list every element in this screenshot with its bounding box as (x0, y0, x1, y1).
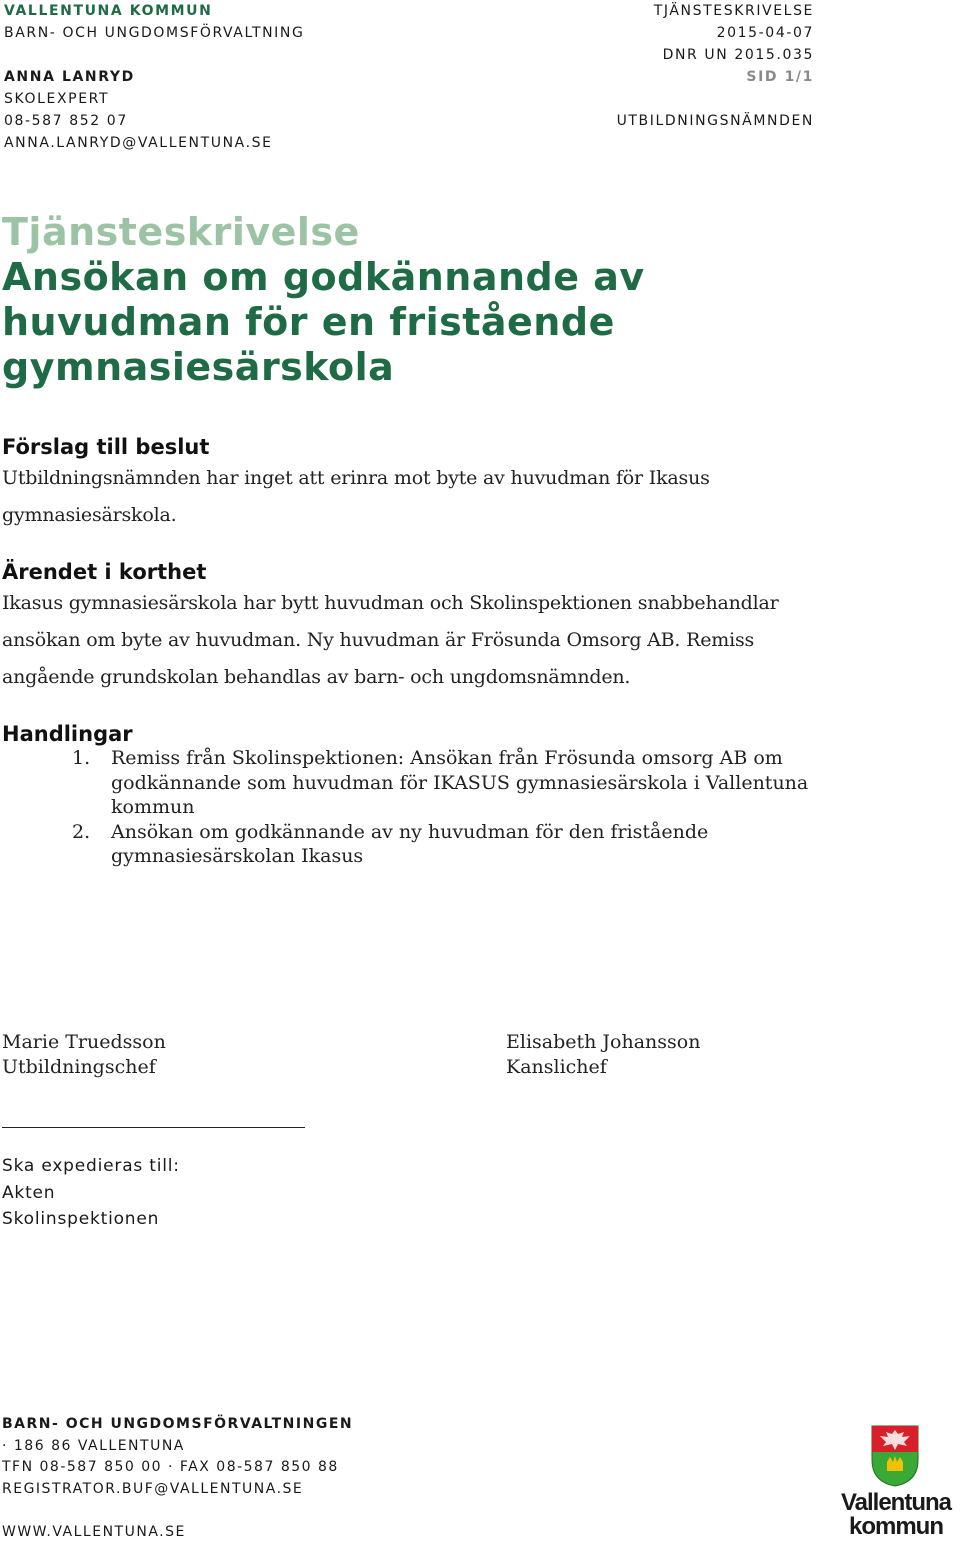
signature-right (506, 1030, 700, 1079)
list-number: 2. (72, 820, 90, 845)
header-right (414, 0, 814, 132)
distribution-item: Skolinspektionen (2, 1206, 180, 1233)
footer-web: WWW.VALLENTUNA.SE (2, 1522, 353, 1543)
text-line: Remiss från Skolinspektionen: Ansökan från Frösunda omsorg AB om (111, 746, 860, 771)
signatory-title: Utbildningschef (2, 1055, 166, 1080)
footer-email: REGISTRATOR.BUF@VALLENTUNA.SE (2, 1479, 353, 1501)
logo-line1: Vallentuna (841, 1489, 953, 1516)
footer (2, 1414, 353, 1543)
text-line: Ikasus gymnasiesärskola har bytt huvudman och Skolinspektionen snabbehandlar (2, 585, 802, 622)
department: BARN- OCH UNGDOMSFÖRVALTNING (4, 22, 424, 44)
proposal-text (2, 460, 802, 534)
author-name: ANNA LANRYD (4, 66, 424, 88)
vallentuna-logo (832, 1424, 960, 1539)
footer-org: BARN- OCH UNGDOMSFÖRVALTNINGEN (2, 1414, 353, 1436)
text-line: kommun (111, 795, 860, 820)
documents-heading: Handlingar (2, 721, 133, 747)
list-item (0, 746, 860, 820)
summary-text (2, 585, 802, 696)
text-line: godkännande som huvudman för IKASUS gymnasiesärskola i Vallentuna (111, 771, 860, 796)
divider (2, 1127, 305, 1128)
distribution-list (2, 1153, 180, 1233)
signature-left (2, 1030, 166, 1079)
signatory-title: Kanslichef (506, 1055, 700, 1080)
list-number: 1. (72, 746, 90, 771)
footer-phone-fax: TFN 08-587 850 00 · FAX 08-587 850 88 (2, 1457, 353, 1479)
author-title: SKOLEXPERT (4, 88, 424, 110)
documents-list (0, 746, 860, 869)
footer-address: · 186 86 VALLENTUNA (2, 1436, 353, 1458)
proposal-heading: Förslag till beslut (2, 434, 209, 460)
logo-line2: kommun (849, 1513, 943, 1539)
distribution-heading: Ska expedieras till: (2, 1153, 180, 1180)
title-line: huvudman för en fristående (2, 300, 902, 345)
distribution-item: Akten (2, 1180, 180, 1207)
text-line: gymnasiesärskolan Ikasus (111, 844, 860, 869)
summary-heading: Ärendet i korthet (2, 559, 206, 585)
doc-date: 2015-04-07 (414, 22, 814, 44)
text-line: ansökan om byte av huvudman. Ny huvudman är Frösunda Omsorg AB. Remiss (2, 622, 802, 659)
page-number: SID 1/1 (414, 66, 814, 88)
title-line: gymnasiesärskola (2, 345, 902, 390)
title-doctype: Tjänsteskrivelse (2, 210, 902, 255)
doc-type: TJÄNSTESKRIVELSE (414, 0, 814, 22)
coat-of-arms-icon (832, 1424, 960, 1539)
page-title (2, 210, 902, 390)
text-line: angående grundskolan behandlas av barn- och ungdomsnämnden. (2, 659, 802, 696)
list-item (0, 820, 860, 869)
author-phone: 08-587 852 07 (4, 110, 424, 132)
signatory-name: Elisabeth Johansson (506, 1030, 700, 1055)
doc-dnr: DNR UN 2015.035 (414, 44, 814, 66)
org-name: VALLENTUNA KOMMUN (4, 0, 424, 22)
text-line: gymnasiesärskola. (2, 497, 802, 534)
text-line: Utbildningsnämnden har inget att erinra mot byte av huvudman för Ikasus (2, 460, 802, 497)
title-line: Ansökan om godkännande av (2, 255, 902, 300)
header-left (4, 0, 424, 154)
signatory-name: Marie Truedsson (2, 1030, 166, 1055)
author-email: ANNA.LANRYD@VALLENTUNA.SE (4, 132, 424, 154)
recipient: UTBILDNINGSNÄMNDEN (414, 110, 814, 132)
text-line: Ansökan om godkännande av ny huvudman för den fristående (111, 820, 860, 845)
